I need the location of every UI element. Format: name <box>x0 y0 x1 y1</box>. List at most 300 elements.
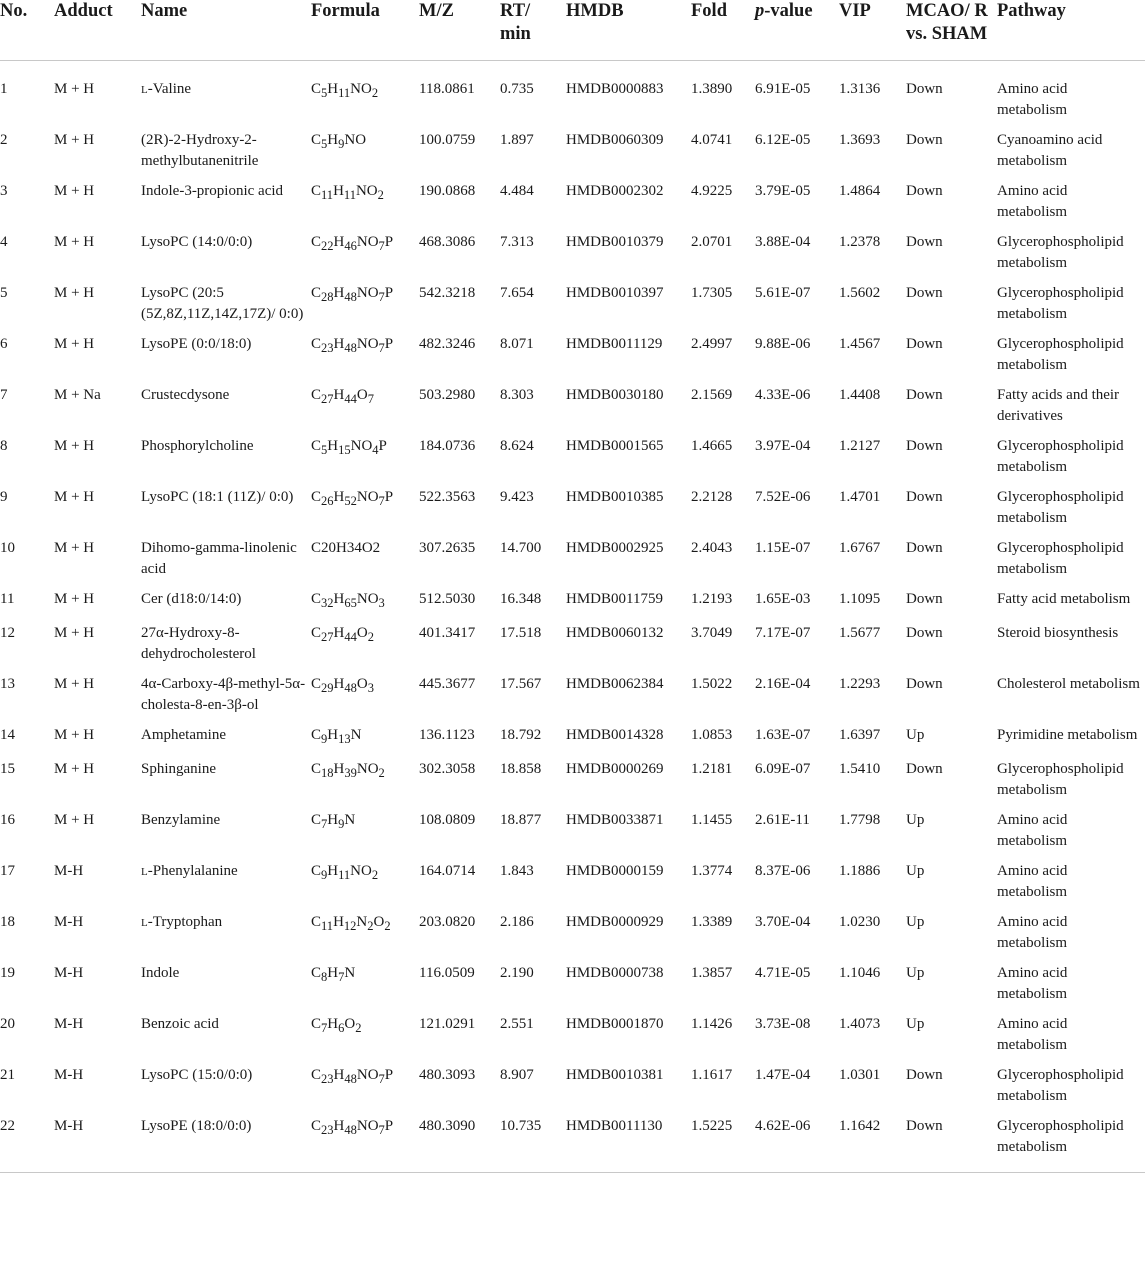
header-p-value <box>755 0 839 61</box>
formula-element: P <box>384 336 394 352</box>
table-row <box>0 725 1145 759</box>
cell-mz: 108.0809 <box>419 812 476 828</box>
formula-element: C <box>311 965 322 981</box>
cell-name <box>141 130 311 181</box>
formula-subscript: 13 <box>338 732 351 746</box>
cell-pathway: Cyanoamino acid metabolism <box>997 132 1103 169</box>
formula-subscript: 18 <box>321 766 334 780</box>
cell-mz: 522.3563 <box>419 489 476 505</box>
cell-formula <box>311 589 419 623</box>
header-pathway: Pathway <box>997 0 1145 61</box>
formula-subscript: 2 <box>355 1021 362 1035</box>
cell-adduct: M + Na <box>54 387 101 403</box>
cell-mz: 503.2980 <box>419 387 476 403</box>
cell-vip: 1.7798 <box>839 812 881 828</box>
formula-subscript: 23 <box>321 1072 334 1086</box>
formula-subscript: 65 <box>344 596 357 610</box>
cell-adduct: M + H <box>54 812 95 828</box>
cell-hmdb: HMDB0060309 <box>566 132 664 148</box>
cell-mz: 401.3417 <box>419 625 476 641</box>
formula-element: C <box>311 489 322 505</box>
cell-p-value: 1.65E-03 <box>755 591 811 607</box>
header-p-italic: p <box>755 1 765 21</box>
formula-subscript: 48 <box>344 1072 357 1086</box>
name-text: (2R)-2-Hydroxy-2-methylbutanenitrile <box>141 132 259 169</box>
cell-mz: 121.0291 <box>419 1016 476 1032</box>
header-hmdb: HMDB <box>566 0 691 61</box>
cell-regulation: Down <box>906 81 943 97</box>
cell-no: 8 <box>0 438 8 454</box>
cell-fold: 1.3890 <box>691 81 733 97</box>
cell-no: 9 <box>0 489 8 505</box>
cell-hmdb: HMDB0014328 <box>566 727 664 743</box>
cell-regulation: Up <box>906 965 925 981</box>
cell-mz: 307.2635 <box>419 540 476 556</box>
formula-element: P <box>384 489 394 505</box>
cell-name <box>141 589 311 623</box>
header-p-rest: -value <box>764 1 813 21</box>
cell-pathway: Amino acid metabolism <box>997 81 1068 118</box>
cell-formula <box>311 487 419 538</box>
formula-element: C <box>311 285 322 301</box>
name-text: LysoPC (15:0/0:0) <box>141 1067 253 1083</box>
formula-subscript: 7 <box>378 1072 385 1086</box>
cell-adduct: M + H <box>54 285 95 301</box>
name-text: Crustecdysone <box>141 387 230 403</box>
cell-regulation: Down <box>906 387 943 403</box>
cell-mz: 468.3086 <box>419 234 476 250</box>
cell-hmdb: HMDB0001870 <box>566 1016 664 1032</box>
cell-pathway: Glycerophospholipid metabolism <box>997 285 1124 322</box>
cell-rt: 10.735 <box>500 1116 566 1173</box>
cell-rt: 18.858 <box>500 761 542 777</box>
cell-fold: 1.2193 <box>691 591 733 607</box>
name-text: Amphetamine <box>141 727 226 743</box>
cell-formula <box>311 963 419 1014</box>
formula-subscript: 2 <box>367 919 374 933</box>
formula-subscript: 7 <box>378 1123 385 1137</box>
cell-mz: 512.5030 <box>419 591 476 607</box>
cell-adduct: M + H <box>54 676 95 692</box>
cell-pathway: Amino acid metabolism <box>997 863 1068 900</box>
formula-element: NO <box>356 336 379 352</box>
cell-pathway: Pyrimidine metabolism <box>997 727 1138 743</box>
cell-p-value: 6.09E-07 <box>755 761 811 777</box>
formula-element: P <box>384 234 394 250</box>
cell-name <box>141 810 311 861</box>
formula-element: O <box>373 914 385 930</box>
cell-rt: 0.735 <box>500 81 534 97</box>
cell-p-value: 3.79E-05 <box>755 183 811 199</box>
formula-subscript: 48 <box>344 341 357 355</box>
cell-no: 5 <box>0 285 8 301</box>
name-text: LysoPE (18:0/0:0) <box>141 1118 252 1134</box>
formula-element: NO <box>356 1067 379 1083</box>
header-formula: Formula <box>311 0 419 61</box>
cell-formula <box>311 283 419 334</box>
cell-fold: 1.3389 <box>691 914 733 930</box>
cell-name <box>141 181 311 232</box>
cell-hmdb: HMDB0030180 <box>566 387 664 403</box>
formula-element: H <box>327 965 339 981</box>
cell-adduct: M + H <box>54 489 95 505</box>
name-text: LysoPE (0:0/18:0) <box>141 336 252 352</box>
cell-pathway: Amino acid metabolism <box>997 1016 1068 1053</box>
table-row <box>0 130 1145 181</box>
cell-mz: 136.1123 <box>419 727 475 743</box>
cell-name <box>141 1014 311 1065</box>
cell-name <box>141 487 311 538</box>
cell-fold: 1.5225 <box>691 1116 755 1173</box>
cell-formula <box>311 385 419 436</box>
formula-subscript: 7 <box>367 392 374 406</box>
formula-subscript: 11 <box>338 86 351 100</box>
cell-rt: 8.071 <box>500 336 534 352</box>
name-text: Benzoic acid <box>141 1016 219 1032</box>
cell-pathway: Amino acid metabolism <box>997 914 1068 951</box>
cell-mz: 100.0759 <box>419 132 476 148</box>
cell-vip: 1.4701 <box>839 489 881 505</box>
cell-p-value: 3.88E-04 <box>755 234 811 250</box>
formula-element: NO <box>356 761 379 777</box>
cell-no: 22 <box>0 1116 54 1173</box>
formula-element: C <box>311 676 322 692</box>
cell-formula <box>311 674 419 725</box>
cell-regulation: Down <box>906 1116 997 1173</box>
formula-element: NO <box>356 1118 379 1134</box>
cell-regulation: Up <box>906 812 925 828</box>
table-row <box>0 1065 1145 1116</box>
cell-hmdb: HMDB0011130 <box>566 1116 691 1173</box>
formula-subscript: 2 <box>371 868 379 882</box>
cell-formula <box>311 61 419 131</box>
cell-vip: 1.6397 <box>839 727 881 743</box>
formula-subscript: 2 <box>378 766 385 780</box>
name-text: Benzylamine <box>141 812 221 828</box>
cell-no: 2 <box>0 132 8 148</box>
cell-vip: 1.4408 <box>839 387 881 403</box>
cell-adduct: M-H <box>54 1016 84 1032</box>
cell-formula <box>311 759 419 810</box>
formula-element: H <box>327 727 339 743</box>
cell-name <box>141 283 311 334</box>
formula-subscript: 11 <box>321 919 334 933</box>
cell-vip: 1.3136 <box>839 81 881 97</box>
cell-fold: 1.0853 <box>691 727 733 743</box>
table-row <box>0 912 1145 963</box>
table-row <box>0 538 1145 589</box>
formula-subscript: 23 <box>321 341 334 355</box>
formula-subscript: 2 <box>371 86 379 100</box>
cell-p-value: 8.37E-06 <box>755 863 811 879</box>
cell-name <box>141 1065 311 1116</box>
formula-element: C20H34O2 <box>311 540 381 556</box>
table-row <box>0 385 1145 436</box>
formula-element: H <box>327 81 339 97</box>
cell-fold: 1.2181 <box>691 761 733 777</box>
cell-name <box>141 674 311 725</box>
cell-formula <box>311 861 419 912</box>
cell-vip: 1.5602 <box>839 285 881 301</box>
formula-subscript: 7 <box>338 970 345 984</box>
cell-rt: 1.843 <box>500 863 534 879</box>
cell-fold: 1.1426 <box>691 1016 733 1032</box>
name-text: Cer (d18:0/14:0) <box>141 591 242 607</box>
cell-vip: 1.1886 <box>839 863 881 879</box>
cell-hmdb: HMDB0000269 <box>566 761 664 777</box>
formula-subscript: 4 <box>372 443 379 457</box>
cell-name <box>141 334 311 385</box>
formula-subscript: 44 <box>344 630 357 644</box>
cell-p-value: 4.71E-05 <box>755 965 811 981</box>
cell-regulation: Up <box>906 914 925 930</box>
cell-formula <box>311 1116 419 1173</box>
cell-regulation: Down <box>906 285 943 301</box>
cell-no: 18 <box>0 914 15 930</box>
cell-adduct: M + H <box>54 761 95 777</box>
table-header <box>0 0 1145 61</box>
cell-adduct: M + H <box>54 81 95 97</box>
header-adduct: Adduct <box>54 0 141 61</box>
cell-p-value: 9.88E-06 <box>755 336 811 352</box>
formula-subscript: 7 <box>321 1021 328 1035</box>
formula-element: H <box>333 234 345 250</box>
cell-hmdb: HMDB0010385 <box>566 489 664 505</box>
cell-formula <box>311 436 419 487</box>
formula-subscript: 2 <box>384 919 391 933</box>
cell-p-value: 2.16E-04 <box>755 676 811 692</box>
table-row <box>0 589 1145 623</box>
cell-no: 17 <box>0 863 15 879</box>
formula-element: H <box>333 591 345 607</box>
cell-adduct: M + H <box>54 438 95 454</box>
cell-adduct: M + H <box>54 591 95 607</box>
formula-element: C <box>311 387 322 403</box>
formula-subscript: 9 <box>321 732 328 746</box>
cell-rt: 1.897 <box>500 132 534 148</box>
cell-pathway: Cholesterol metabolism <box>997 676 1140 692</box>
formula-subscript: 23 <box>321 1123 334 1137</box>
cell-formula <box>311 810 419 861</box>
formula-subscript: 7 <box>321 817 328 831</box>
formula-element: H <box>333 761 345 777</box>
formula-subscript: 11 <box>343 188 356 202</box>
cell-no: 4 <box>0 234 8 250</box>
cell-p-value: 7.17E-07 <box>755 625 811 641</box>
cell-adduct: M + H <box>54 540 95 556</box>
cell-rt: 2.190 <box>500 965 534 981</box>
cell-name <box>141 963 311 1014</box>
formula-element: C <box>311 183 322 199</box>
formula-element: O <box>356 625 368 641</box>
formula-element: H <box>333 183 344 199</box>
table-row <box>0 61 1145 131</box>
formula-element: H <box>327 812 339 828</box>
cell-no: 13 <box>0 676 15 692</box>
formula-element: C <box>311 132 322 148</box>
cell-mz: 482.3246 <box>419 336 476 352</box>
cell-no: 14 <box>0 727 15 743</box>
formula-element: NO <box>356 489 379 505</box>
cell-vip: 1.2378 <box>839 234 881 250</box>
cell-fold: 1.5022 <box>691 676 733 692</box>
cell-vip: 1.1095 <box>839 591 881 607</box>
cell-pathway: Steroid biosynthesis <box>997 625 1119 641</box>
cell-rt: 18.792 <box>500 727 542 743</box>
formula-subscript: 22 <box>321 239 334 253</box>
cell-pathway: Glycerophospholipid metabolism <box>997 489 1124 526</box>
formula-element: N <box>350 727 362 743</box>
cell-name <box>141 623 311 674</box>
cell-rt: 18.877 <box>500 812 542 828</box>
cell-adduct: M + H <box>54 727 95 743</box>
cell-mz: 480.3093 <box>419 1067 476 1083</box>
formula-element: H <box>327 132 339 148</box>
cell-rt: 9.423 <box>500 489 534 505</box>
formula-subscript: 11 <box>321 188 334 202</box>
cell-hmdb: HMDB0001565 <box>566 438 664 454</box>
formula-subscript: 39 <box>344 766 357 780</box>
table-row <box>0 436 1145 487</box>
cell-vip: 1.4567 <box>839 336 881 352</box>
cell-no: 19 <box>0 965 15 981</box>
cell-adduct: M-H <box>54 965 84 981</box>
formula-subscript: 9 <box>338 137 345 151</box>
cell-hmdb: HMDB0000738 <box>566 965 664 981</box>
cell-p-value: 7.52E-06 <box>755 489 811 505</box>
name-text: Dihomo-gamma-linolenic acid <box>141 540 297 577</box>
formula-element: O <box>356 387 368 403</box>
cell-hmdb: HMDB0062384 <box>566 676 664 692</box>
formula-element: N <box>344 812 356 828</box>
cell-name <box>141 759 311 810</box>
cell-vip: 1.2127 <box>839 438 881 454</box>
cell-hmdb: HMDB0011759 <box>566 591 663 607</box>
formula-subscript: 5 <box>321 443 328 457</box>
cell-rt: 2.186 <box>500 914 534 930</box>
cell-fold: 3.7049 <box>691 625 733 641</box>
cell-regulation: Down <box>906 234 943 250</box>
cell-pathway: Glycerophospholipid metabolism <box>997 336 1124 373</box>
header-no: No. <box>0 0 54 61</box>
cell-rt: 7.654 <box>500 285 534 301</box>
cell-fold: 2.4997 <box>691 336 733 352</box>
formula-element: C <box>311 761 322 777</box>
cell-pathway: Glycerophospholipid metabolism <box>997 1067 1124 1104</box>
name-text: LysoPC (14:0/0:0) <box>141 234 253 250</box>
cell-name <box>141 912 311 963</box>
cell-rt: 17.518 <box>500 625 542 641</box>
formula-subscript: 8 <box>321 970 328 984</box>
cell-pathway: Fatty acids and their derivatives <box>997 387 1120 424</box>
cell-regulation: Down <box>906 132 943 148</box>
cell-regulation: Down <box>906 761 943 777</box>
cell-adduct: M-H <box>54 863 84 879</box>
cell-formula <box>311 232 419 283</box>
cell-hmdb: HMDB0010397 <box>566 285 664 301</box>
formula-subscript: 52 <box>344 494 357 508</box>
cell-rt: 2.551 <box>500 1016 534 1032</box>
cell-no: 15 <box>0 761 15 777</box>
header-row <box>0 0 1145 61</box>
formula-subscript: 15 <box>338 443 351 457</box>
cell-vip: 1.2293 <box>839 676 881 692</box>
name-text: -Phenylalanine <box>147 863 238 879</box>
formula-element: O <box>344 1016 356 1032</box>
cell-rt: 17.567 <box>500 676 542 692</box>
formula-element: N <box>356 914 368 930</box>
cell-fold: 4.9225 <box>691 183 733 199</box>
cell-formula <box>311 538 419 589</box>
formula-element: C <box>311 1118 322 1134</box>
cell-p-value: 4.62E-06 <box>755 1116 839 1173</box>
cell-hmdb: HMDB0033871 <box>566 812 664 828</box>
table-row <box>0 334 1145 385</box>
cell-fold: 1.4665 <box>691 438 733 454</box>
cell-regulation: Down <box>906 625 943 641</box>
table-row <box>0 283 1145 334</box>
formula-element: C <box>311 591 322 607</box>
name-text: LysoPC (20:5 (5Z,8Z,11Z,14Z,17Z)/ 0:0) <box>141 285 304 322</box>
cell-p-value: 1.63E-07 <box>755 727 811 743</box>
cell-regulation: Down <box>906 591 943 607</box>
cell-name <box>141 861 311 912</box>
cell-mz: 116.0509 <box>419 965 475 981</box>
cell-vip: 1.1046 <box>839 965 881 981</box>
cell-rt: 8.624 <box>500 438 534 454</box>
formula-element: C <box>311 234 322 250</box>
cell-fold: 1.1617 <box>691 1067 733 1083</box>
cell-pathway: Amino acid metabolism <box>997 183 1068 220</box>
formula-element: NO <box>355 183 378 199</box>
formula-element: H <box>333 676 345 692</box>
cell-regulation: Down <box>906 438 943 454</box>
header-name: Name <box>141 0 311 61</box>
cell-regulation: Up <box>906 1016 925 1032</box>
cell-p-value: 2.61E-11 <box>755 812 810 828</box>
cell-hmdb: HMDB0000929 <box>566 914 664 930</box>
formula-element: H <box>333 1118 345 1134</box>
cell-fold: 2.4043 <box>691 540 733 556</box>
cell-no: 20 <box>0 1016 15 1032</box>
cell-regulation: Down <box>906 540 943 556</box>
cell-fold: 1.3774 <box>691 863 733 879</box>
formula-subscript: 48 <box>344 681 357 695</box>
formula-element: C <box>311 336 322 352</box>
cell-mz: 184.0736 <box>419 438 476 454</box>
name-text: Phosphorylcholine <box>141 438 254 454</box>
formula-subscript: 9 <box>321 868 328 882</box>
cell-name <box>141 61 311 131</box>
cell-adduct: M-H <box>54 1116 141 1173</box>
formula-element: C <box>311 1016 322 1032</box>
cell-p-value: 1.15E-07 <box>755 540 811 556</box>
cell-rt: 8.303 <box>500 387 534 403</box>
cell-name <box>141 1116 311 1173</box>
cell-vip: 1.6767 <box>839 540 881 556</box>
header-vip: VIP <box>839 0 906 61</box>
table-row <box>0 1116 1145 1173</box>
cell-hmdb: HMDB0000159 <box>566 863 664 879</box>
formula-subscript: 5 <box>321 86 328 100</box>
cell-no: 7 <box>0 387 8 403</box>
cell-vip: 1.0230 <box>839 914 881 930</box>
cell-p-value: 5.61E-07 <box>755 285 811 301</box>
formula-element: NO <box>350 81 372 97</box>
name-text: -Tryptophan <box>147 914 223 930</box>
cell-adduct: M + H <box>54 625 95 641</box>
cell-no: 12 <box>0 625 15 641</box>
